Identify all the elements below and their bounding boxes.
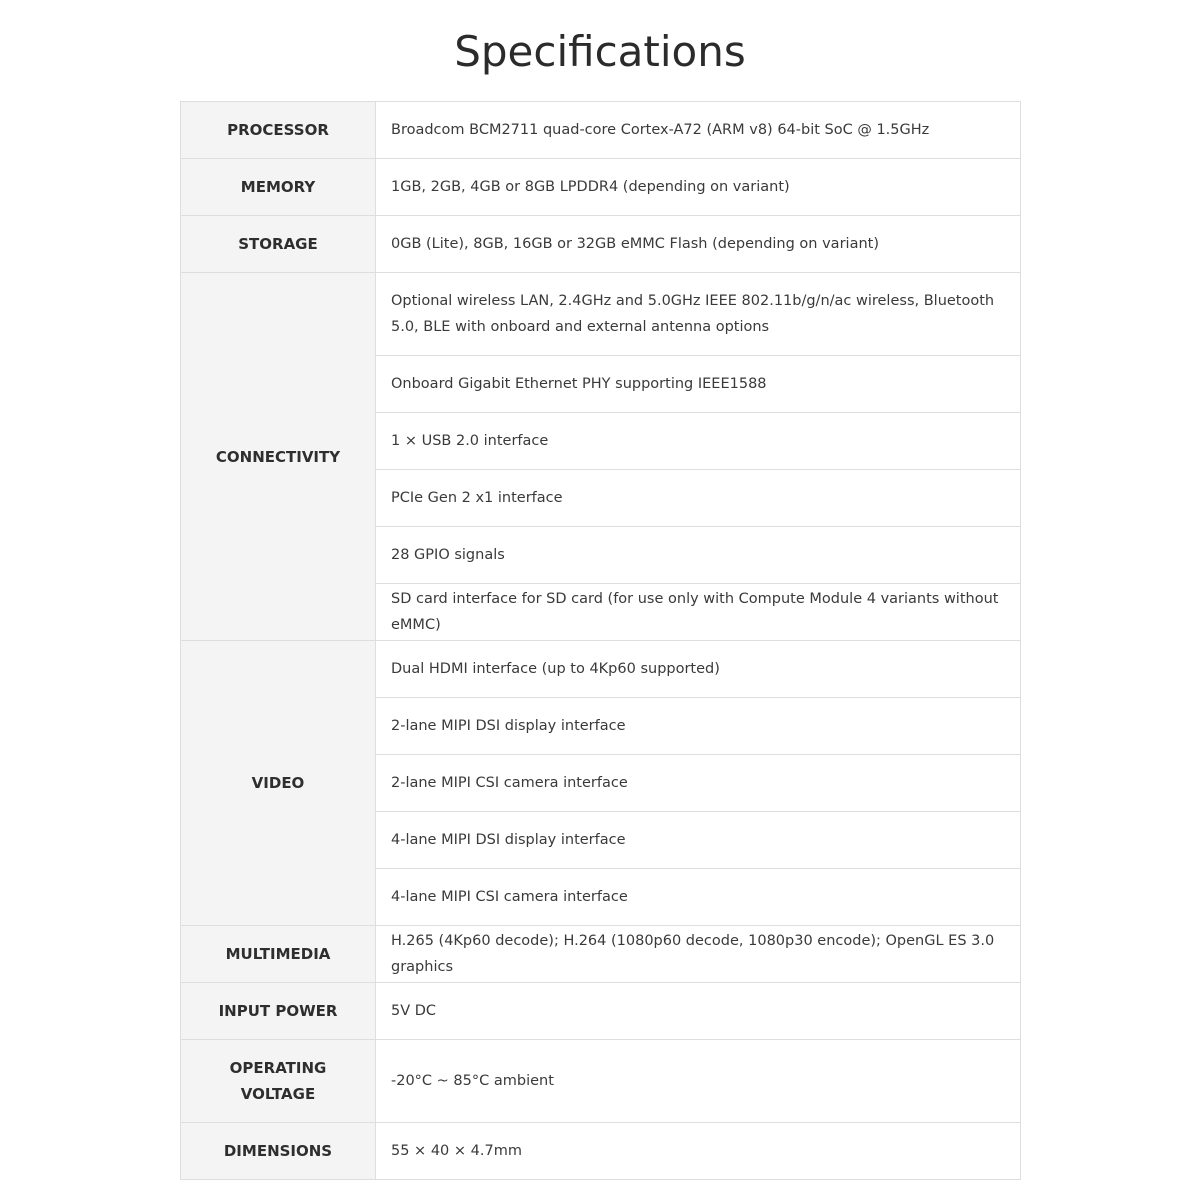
spec-value: Broadcom BCM2711 quad-core Cortex-A72 (ARM v8) 64-bit SoC @ 1.5GHz: [376, 102, 1021, 159]
spec-row: [181, 216, 1021, 273]
spec-table: [180, 101, 1021, 1180]
spec-value: 55 × 40 × 4.7mm: [376, 1123, 1021, 1180]
spec-table-body: [181, 102, 1021, 1180]
spec-value: 2-lane MIPI CSI camera interface: [376, 755, 1021, 812]
spec-label: INPUT POWER: [181, 983, 376, 1040]
spec-label: STORAGE: [181, 216, 376, 273]
spec-value: -20°C ~ 85°C ambient: [376, 1040, 1021, 1123]
spec-value: Dual HDMI interface (up to 4Kp60 supported): [376, 641, 1021, 698]
spec-value: 2-lane MIPI DSI display interface: [376, 698, 1021, 755]
page-title: Specifications: [454, 27, 746, 76]
spec-value: 5V DC: [376, 983, 1021, 1040]
spec-value: 0GB (Lite), 8GB, 16GB or 32GB eMMC Flash (depending on variant): [376, 216, 1021, 273]
spec-value: H.265 (4Kp60 decode); H.264 (1080p60 decode, 1080p30 encode); OpenGL ES 3.0 graphics: [376, 926, 1021, 983]
spec-row: [181, 1123, 1021, 1180]
spec-row: [181, 1040, 1021, 1123]
spec-row: [181, 159, 1021, 216]
spec-value: Optional wireless LAN, 2.4GHz and 5.0GHz IEEE 802.11b/g/n/ac wireless, Bluetooth 5.0, BLE with onboard and external antenna options: [376, 273, 1021, 356]
spec-label: MEMORY: [181, 159, 376, 216]
spec-row: [181, 926, 1021, 983]
spec-value: 1GB, 2GB, 4GB or 8GB LPDDR4 (depending on variant): [376, 159, 1021, 216]
spec-row: [181, 273, 1021, 356]
spec-label: VIDEO: [181, 641, 376, 926]
spec-label: PROCESSOR: [181, 102, 376, 159]
spec-value: 4-lane MIPI CSI camera interface: [376, 869, 1021, 926]
spec-row: [181, 641, 1021, 698]
spec-row: [181, 102, 1021, 159]
spec-value: 1 × USB 2.0 interface: [376, 413, 1021, 470]
spec-value: Onboard Gigabit Ethernet PHY supporting IEEE1588: [376, 356, 1021, 413]
spec-label: MULTIMEDIA: [181, 926, 376, 983]
spec-label: OPERATING VOLTAGE: [181, 1040, 376, 1123]
spec-value: SD card interface for SD card (for use only with Compute Module 4 variants without eMMC): [376, 584, 1021, 641]
spec-label: DIMENSIONS: [181, 1123, 376, 1180]
spec-value: 4-lane MIPI DSI display interface: [376, 812, 1021, 869]
spec-value: 28 GPIO signals: [376, 527, 1021, 584]
spec-label: CONNECTIVITY: [181, 273, 376, 641]
spec-row: [181, 983, 1021, 1040]
spec-value: PCIe Gen 2 x1 interface: [376, 470, 1021, 527]
